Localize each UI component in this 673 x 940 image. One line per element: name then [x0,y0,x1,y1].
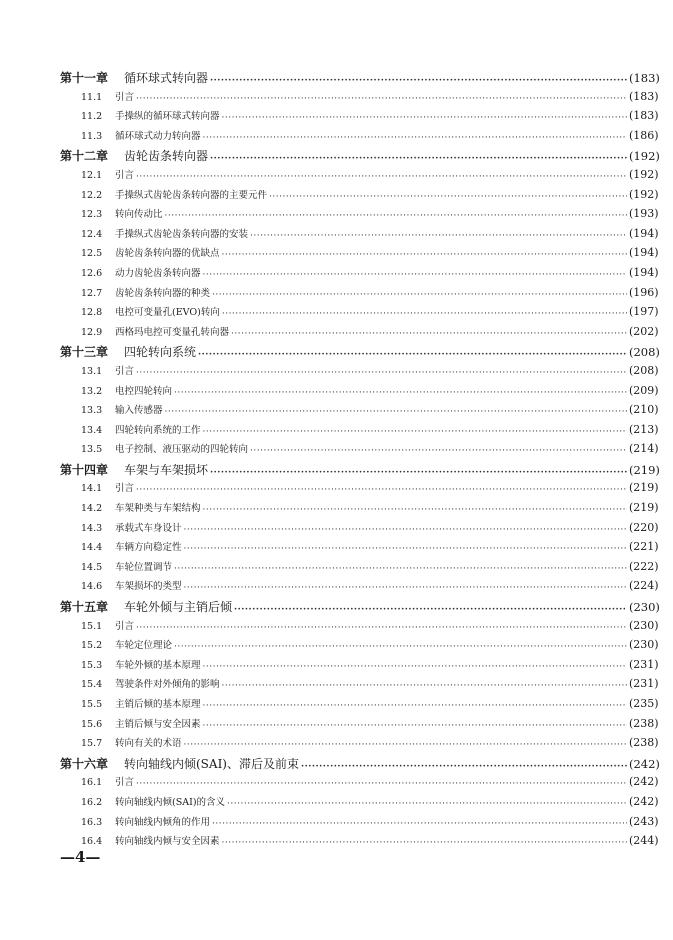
toc-entry-page: (183) [629,89,659,103]
toc-entry-number: 16.3 [81,816,103,828]
toc-leader-dots [222,112,627,122]
toc-entry-page: (231) [629,657,659,671]
toc-entry-title: 车轮定位理论 [115,640,173,652]
toc-entry-title: 手操纵式齿轮齿条转向器的主要元件 [115,189,268,201]
toc-section-entry [0,833,673,853]
toc-entry-number: 13.5 [81,444,103,456]
toc-section-entry [0,716,673,736]
toc-entry-page: (208) [629,363,659,377]
toc-entry-number: 14.2 [81,503,103,515]
toc-entry-page: (183) [629,71,660,85]
toc-leader-dots [203,426,627,436]
toc-entry-number: 16.2 [81,796,103,808]
toc-entry-page: (209) [629,383,659,397]
toc-entry-number: 11.1 [81,91,103,103]
toc-entry-page: (224) [629,579,659,593]
toc-section-entry [0,814,673,834]
toc-entry-page: (194) [629,246,659,260]
toc-entry-page: (244) [629,834,659,848]
toc-entry-number: 12.6 [81,267,103,279]
toc-entry-title: 输入传感器 [115,405,163,417]
toc-entry-title: 车轮位置调节 [115,561,173,573]
toc-entry-page: (208) [629,345,660,360]
toc-section-entry [0,383,673,403]
toc-entry-page: (242) [629,756,660,771]
toc-entry-page: (219) [629,462,660,477]
toc-entry-page: (230) [629,618,659,632]
toc-entry-number: 14.1 [81,483,103,495]
toc-leader-dots [136,622,627,632]
toc-leader-dots [184,543,627,553]
toc-leader-dots [174,563,627,573]
toc-entry-page: (186) [629,128,659,142]
toc-entry-number: 第十三章 [60,345,109,360]
toc-entry-title: 转向轴线内倾角的作用 [115,816,211,828]
toc-leader-dots [174,387,627,397]
toc-leader-dots [165,406,627,416]
toc-section-entry [0,500,673,520]
toc-entry-page: (192) [629,167,659,181]
toc-entry-title: 循环球式转向器 [124,71,209,85]
toc-entry-title: 车轮外倾与主销后倾 [124,600,233,615]
toc-entry-title: 引言 [115,483,135,495]
toc-section-entry [0,363,673,383]
toc-entry-title: 西格玛电控可变量孔转向器 [115,326,230,338]
toc-section-entry [0,128,673,148]
toc-chapter-entry [0,598,673,618]
toc-entry-number: 14.5 [81,561,103,573]
toc-entry-page: (213) [629,422,659,436]
toc-entry-number: 16.1 [81,777,103,789]
toc-entry-title: 主销后倾的基本原理 [115,699,201,710]
toc-entry-number: 12.5 [81,248,103,260]
toc-leader-dots [203,504,627,514]
toc-section-entry [0,187,673,207]
toc-entry-title: 手操纵式齿轮齿条转向器的安装 [115,228,249,240]
toc-leader-dots [301,758,627,770]
toc-leader-dots [198,346,627,358]
table-of-contents [0,69,673,853]
toc-chapter-entry [0,343,673,363]
toc-entry-number: 13.2 [81,385,103,397]
toc-entry-page: (193) [629,207,659,221]
toc-section-entry [0,774,673,794]
toc-section-entry [0,324,673,344]
toc-leader-dots [136,778,627,788]
toc-leader-dots [210,72,627,84]
toc-entry-title: 手操纵的循环球式转向器 [115,111,220,123]
toc-entry-title: 齿轮齿条转向器的种类 [115,287,211,299]
toc-entry-number: 15.7 [81,738,103,750]
toc-chapter-entry [0,147,673,167]
toc-entry-title: 转向轴线内倾与安全因素 [115,836,220,848]
toc-entry-page: (230) [629,600,660,615]
toc-section-entry [0,441,673,461]
toc-leader-dots [222,837,627,847]
toc-leader-dots [222,308,627,318]
toc-entry-number: 12.2 [81,189,103,201]
toc-leader-dots [234,601,627,613]
toc-entry-number: 第十六章 [60,756,109,771]
toc-entry-title: 车辆方向稳定性 [115,542,182,554]
toc-entry-page: (194) [629,265,659,279]
toc-entry-page: (243) [629,814,659,828]
toc-section-entry [0,735,673,755]
toc-section-entry [0,206,673,226]
toc-entry-title: 电控四轮转向 [115,385,173,397]
toc-leader-dots [222,249,627,259]
toc-entry-number: 15.5 [81,699,103,710]
toc-section-entry [0,89,673,109]
toc-entry-title: 电控可变量孔(EVO)转向 [115,307,220,319]
toc-leader-dots [203,661,627,671]
toc-entry-page: (192) [629,149,660,164]
toc-entry-page: (194) [629,226,659,240]
toc-entry-number: 第十五章 [60,600,109,615]
toc-entry-number: 第十二章 [60,149,109,164]
toc-section-entry [0,559,673,579]
toc-chapter-entry [0,69,673,89]
toc-entry-page: (219) [629,481,659,495]
toc-entry-page: (221) [629,540,659,554]
toc-section-entry [0,304,673,324]
toc-entry-page: (214) [629,442,659,456]
toc-entry-number: 11.3 [81,130,103,142]
toc-leader-dots [212,818,627,828]
toc-entry-title: 动力齿轮齿条转向器 [115,267,201,279]
toc-entry-page: (238) [629,716,659,730]
toc-entry-page: (197) [629,305,659,319]
toc-leader-dots [250,445,627,455]
toc-section-entry [0,618,673,638]
toc-entry-title: 四轮转向系统 [124,345,197,360]
toc-leader-dots [212,289,627,299]
toc-entry-page: (242) [629,794,659,808]
toc-section-entry [0,422,673,442]
toc-entry-page: (222) [629,559,659,573]
toc-entry-page: (219) [629,501,659,515]
toc-entry-number: 第十一章 [60,71,109,85]
toc-entry-title: 转向有关的术语 [115,738,182,750]
toc-section-entry [0,578,673,598]
toc-entry-title: 车架损坏的类型 [115,581,182,593]
toc-entry-title: 循环球式动力转向器 [115,130,201,142]
toc-section-entry [0,402,673,422]
toc-entry-number: 14.6 [81,581,103,593]
toc-leader-dots [203,720,627,730]
toc-entry-number: 14.4 [81,542,103,554]
toc-entry-page: (230) [629,638,659,652]
toc-entry-number: 12.4 [81,228,103,240]
toc-entry-title: 主销后倾与安全因素 [115,718,201,730]
toc-section-entry [0,539,673,559]
toc-leader-dots [203,269,627,279]
toc-entry-number: 15.1 [81,620,103,632]
toc-entry-page: (210) [629,403,659,417]
toc-leader-dots [269,191,627,201]
toc-entry-title: 引言 [115,365,135,377]
toc-section-entry [0,637,673,657]
toc-entry-number: 11.2 [81,111,103,123]
toc-entry-number: 13.3 [81,405,103,417]
toc-entry-number: 12.7 [81,287,103,299]
toc-section-entry [0,265,673,285]
toc-entry-number: 15.3 [81,659,103,671]
toc-section-entry [0,285,673,305]
toc-entry-page: (202) [629,324,659,338]
toc-entry-title: 引言 [115,777,135,789]
toc-entry-page: (242) [629,775,659,789]
toc-entry-title: 转向传动比 [115,209,163,221]
toc-chapter-entry [0,461,673,481]
toc-entry-page: (235) [629,697,659,710]
toc-leader-dots [136,93,627,103]
toc-entry-number: 12.3 [81,209,103,221]
toc-leader-dots [136,484,627,494]
toc-entry-number: 14.3 [81,522,103,534]
toc-leader-dots [184,582,627,592]
toc-section-entry [0,657,673,677]
toc-entry-title: 齿轮齿条转向器 [124,149,209,164]
toc-leader-dots [210,150,627,162]
toc-entry-page: (183) [629,109,659,123]
toc-leader-dots [222,680,627,690]
toc-leader-dots [203,700,627,710]
toc-entry-title: 四轮转向系统的工作 [115,424,201,436]
toc-entry-title: 齿轮齿条转向器的优缺点 [115,248,220,260]
toc-section-entry [0,676,673,696]
toc-entry-title: 引言 [115,169,135,181]
toc-entry-title: 驾驶条件对外倾角的影响 [115,679,220,691]
toc-entry-page: (231) [629,677,659,691]
toc-entry-number: 12.9 [81,326,103,338]
toc-entry-title: 电子控制、液压驱动的四轮转向 [115,444,249,456]
toc-section-entry [0,794,673,814]
toc-leader-dots [210,464,627,476]
toc-section-entry [0,696,673,716]
toc-entry-number: 12.8 [81,307,103,319]
toc-entry-title: 车架与车架损坏 [124,462,209,477]
toc-leader-dots [227,798,627,808]
toc-entry-page: (196) [629,285,659,299]
toc-section-entry [0,245,673,265]
toc-entry-page: (192) [629,187,659,201]
toc-chapter-entry [0,755,673,775]
toc-leader-dots [136,171,627,181]
toc-entry-title: 转向轴线内倾(SAI)的含义 [115,796,226,808]
toc-entry-number: 13.1 [81,365,103,377]
toc-leader-dots [231,328,627,338]
toc-leader-dots [184,739,627,749]
toc-entry-number: 16.4 [81,836,103,848]
toc-entry-number: 12.1 [81,169,103,181]
page-number: —4— [60,848,101,866]
toc-entry-number: 15.6 [81,718,103,730]
toc-section-entry [0,167,673,187]
toc-section-entry [0,520,673,540]
toc-entry-title: 承载式车身设计 [115,522,182,534]
toc-entry-number: 13.4 [81,424,103,436]
toc-section-entry [0,480,673,500]
toc-section-entry [0,226,673,246]
toc-leader-dots [184,524,627,534]
toc-leader-dots [136,367,627,377]
toc-entry-number: 第十四章 [60,462,109,477]
toc-entry-page: (238) [629,736,659,750]
toc-entry-title: 车架种类与车架结构 [115,503,201,515]
toc-entry-title: 车轮外倾的基本原理 [115,659,201,671]
toc-entry-title: 引言 [115,91,135,103]
toc-leader-dots [165,210,627,220]
toc-entry-title: 引言 [115,620,135,632]
toc-leader-dots [174,641,627,651]
toc-entry-title: 转向轴线内倾(SAI)、滞后及前束 [124,756,299,771]
toc-section-entry [0,108,673,128]
toc-leader-dots [250,230,627,240]
toc-entry-number: 15.2 [81,640,103,652]
toc-entry-page: (220) [629,520,659,534]
toc-leader-dots [203,132,627,142]
toc-entry-number: 15.4 [81,679,103,691]
